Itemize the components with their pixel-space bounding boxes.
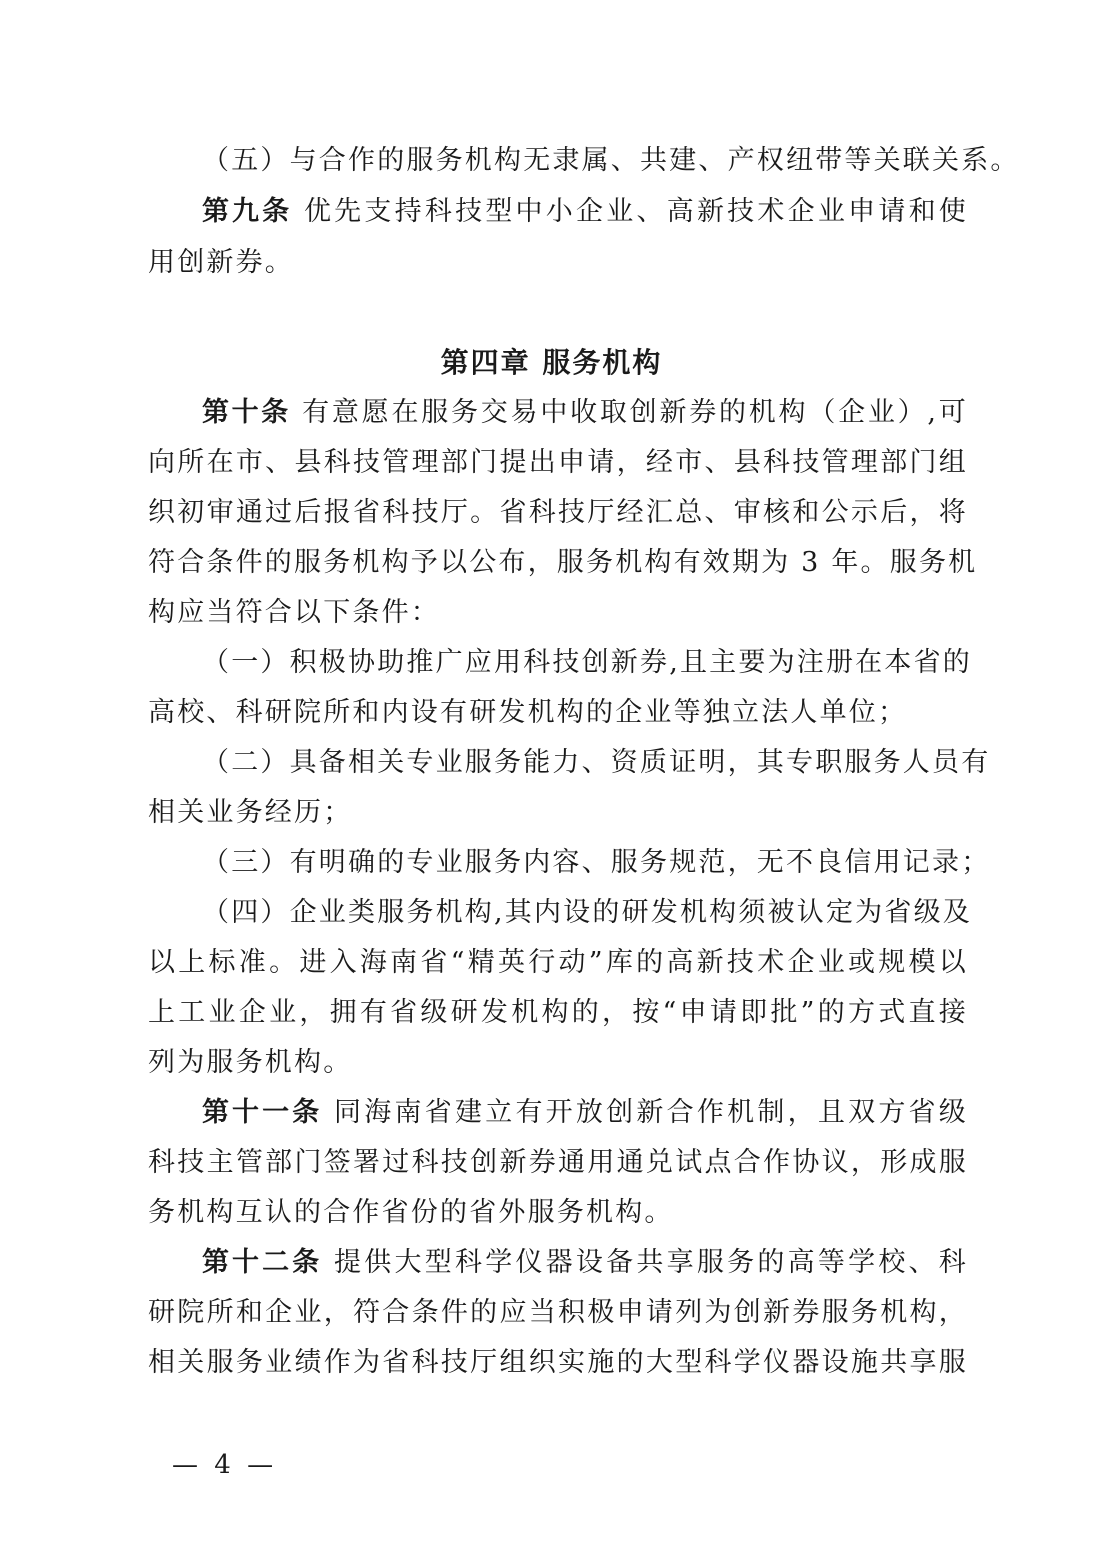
line-text: 用创新券。 bbox=[148, 247, 294, 278]
line-text: 优先支持科技型中小企业、高新技术企业申请和使 bbox=[303, 196, 969, 227]
line-text: 务机构互认的合作省份的省外服务机构。 bbox=[148, 1197, 674, 1228]
line-text: 高校、科研院所和内设有研发机构的企业等独立法人单位； bbox=[148, 697, 908, 728]
line-text: 织初审通过后报省科技厅。省科技厅经汇总、审核和公示后，将 bbox=[148, 497, 968, 528]
line-text: （四）企业类服务机构,其内设的研发机构须被认定为省级及 bbox=[202, 897, 972, 928]
line-text: 研院所和企业，符合条件的应当积极申请列为创新券服务机构， bbox=[148, 1297, 968, 1328]
line-text: 构应当符合以下条件： bbox=[148, 597, 440, 628]
paragraph-line bbox=[202, 738, 991, 788]
paragraph-line bbox=[202, 888, 972, 938]
line-text: 相关服务业绩作为省科技厅组织实施的大型科学仪器设施共享服 bbox=[148, 1347, 968, 1378]
paragraph-line bbox=[148, 438, 968, 488]
line-text: 科技主管部门签署过科技创新券通用通兑试点合作协议，形成服 bbox=[148, 1147, 968, 1178]
line-text: 以上标准。进入海南省“精英行动”库的高新技术企业或规模以 bbox=[148, 947, 968, 978]
article-12-line bbox=[202, 1238, 968, 1288]
paragraph-line bbox=[148, 488, 968, 538]
line-text: （五）与合作的服务机构无隶属、共建、产权纽带等关联关系。 bbox=[202, 145, 1020, 176]
line-text: （三）有明确的专业服务内容、服务规范，无不良信用记录； bbox=[202, 847, 991, 878]
article-11-line bbox=[202, 1088, 968, 1138]
paragraph-line bbox=[148, 1188, 968, 1238]
paragraph-line bbox=[148, 1288, 968, 1338]
paragraph-line bbox=[148, 538, 978, 588]
article-11-label: 第十一条 bbox=[202, 1097, 323, 1128]
paragraph-line bbox=[148, 938, 968, 988]
paragraph-line bbox=[148, 238, 968, 288]
line-text: 相关业务经历； bbox=[148, 797, 353, 828]
paragraph-line bbox=[202, 638, 972, 688]
article-10-label: 第十条 bbox=[202, 397, 291, 428]
article-10-line bbox=[202, 388, 968, 438]
paragraph-line bbox=[148, 1038, 968, 1088]
article-12-label: 第十二条 bbox=[202, 1247, 323, 1278]
paragraph-line bbox=[148, 1338, 968, 1388]
line-text: 同海南省建立有开放创新合作机制，且双方省级 bbox=[334, 1097, 968, 1128]
chapter-heading: 第四章 服务机构 bbox=[440, 346, 663, 379]
page-number: — 4 — bbox=[172, 1450, 278, 1480]
line-text: （一）积极协助推广应用科技创新券,且主要为注册在本省的 bbox=[202, 647, 972, 678]
line-text: 提供大型科学仪器设备共享服务的高等学校、科 bbox=[334, 1247, 968, 1278]
line-text: 符合条件的服务机构予以公布，服务机构有效期为 3 年。服务机 bbox=[148, 547, 978, 578]
paragraph-line bbox=[202, 136, 1020, 186]
line-text: （二）具备相关专业服务能力、资质证明，其专职服务人员有 bbox=[202, 747, 991, 778]
paragraph-line bbox=[148, 788, 968, 838]
paragraph-line bbox=[148, 588, 968, 638]
paragraph-line bbox=[148, 988, 968, 1038]
line-text: 有意愿在服务交易中收取创新券的机构（企业）,可 bbox=[302, 397, 968, 428]
paragraph-line bbox=[202, 838, 991, 888]
article-9-line bbox=[202, 187, 968, 237]
line-text: 列为服务机构。 bbox=[148, 1047, 353, 1078]
paragraph-line bbox=[148, 1138, 968, 1188]
line-text: 向所在市、县科技管理部门提出申请，经市、县科技管理部门组 bbox=[148, 447, 968, 478]
article-9-label: 第九条 bbox=[202, 196, 293, 227]
paragraph-line bbox=[148, 688, 968, 738]
line-text: 上工业企业，拥有省级研发机构的，按“申请即批”的方式直接 bbox=[148, 997, 968, 1028]
